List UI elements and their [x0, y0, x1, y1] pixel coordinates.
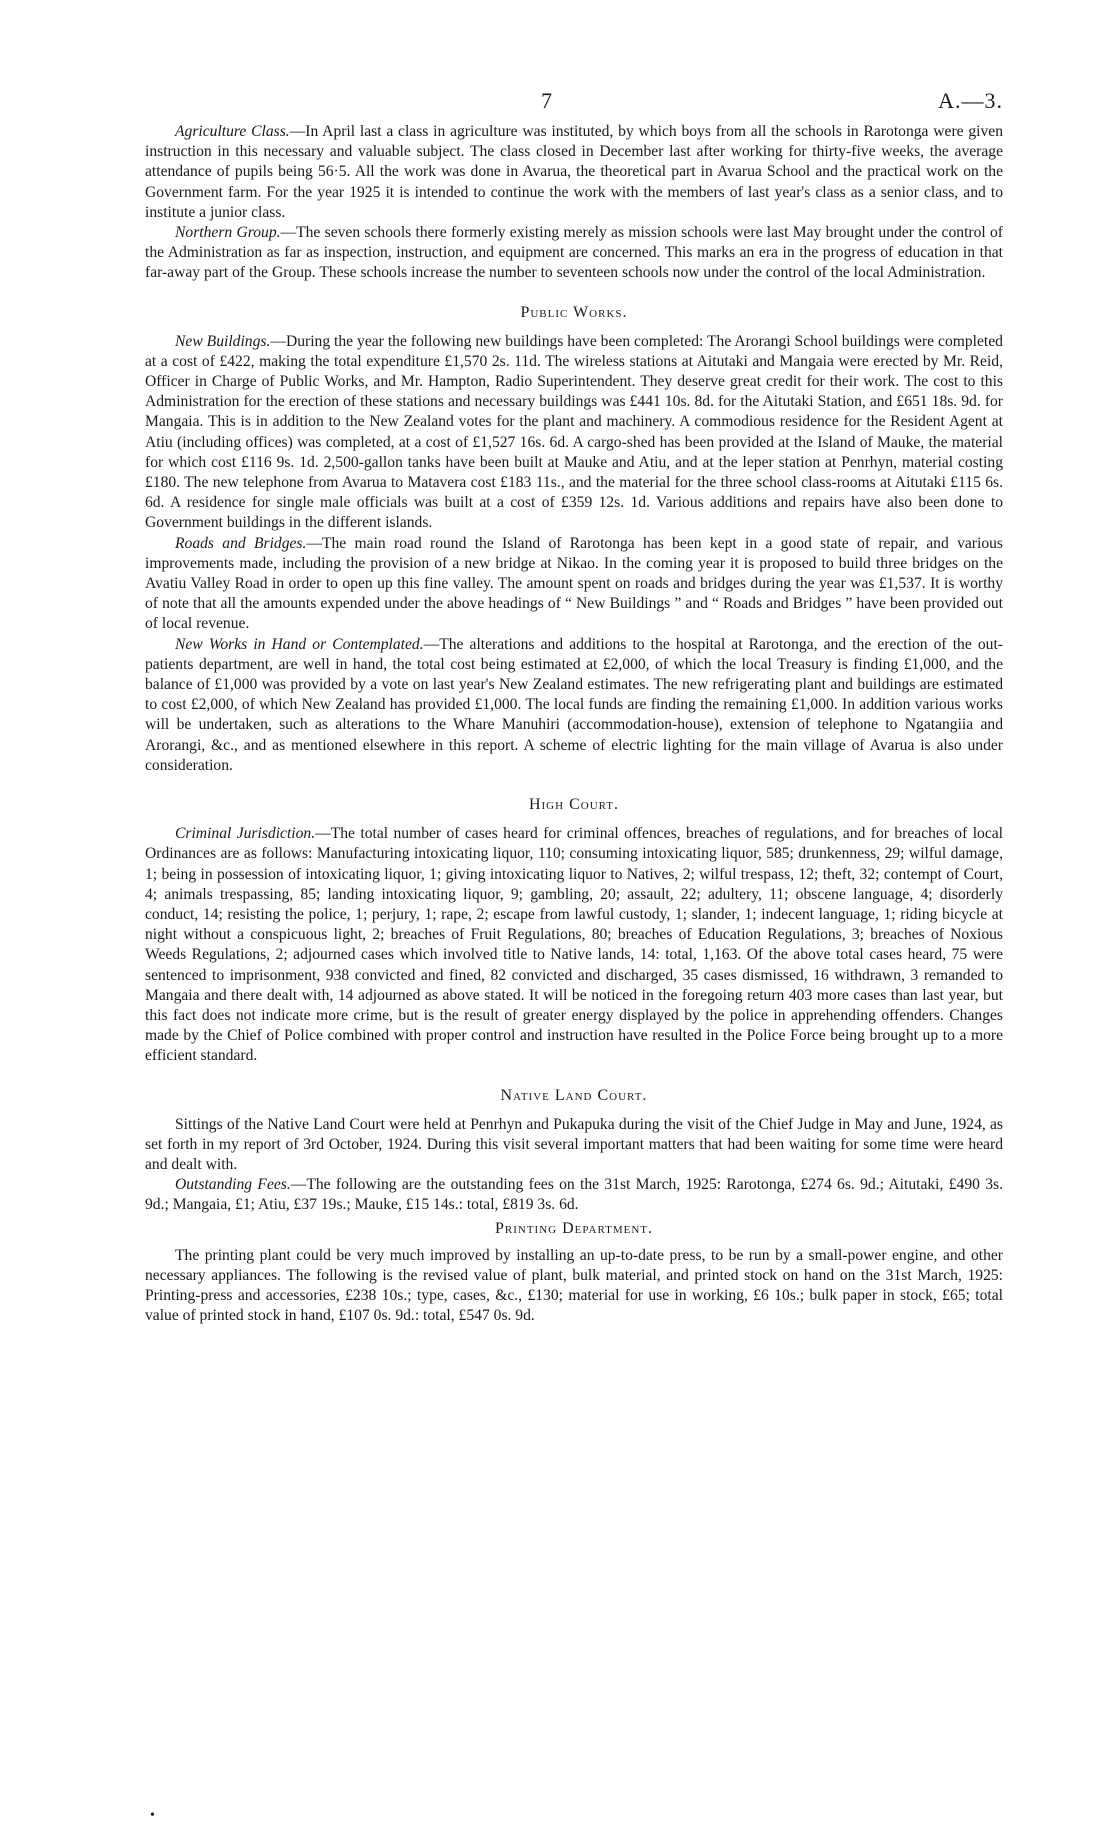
paragraph-northern-group: [145, 223, 1003, 284]
paragraph-text: —The seven schools there formerly existing merely as mission schools were last May brought under the control of the Administration as far as inspection, instruction, and equipment are concerned. This marks an era in the progress of education in that far-away part of the Group. These schools increase the number to seventeen schools now under the control of the local Administration.: [145, 224, 1003, 282]
document-page: [145, 88, 1003, 1326]
section-public-works: [145, 304, 1003, 776]
paragraph-new-buildings: [145, 332, 1003, 534]
paragraph-text: The printing plant could be very much improved by installing an up-to-date press, to be run by a small-power engine, and other necessary appliances. The following is the revised value of plant, bulk material, and printed stock on hand on the 31st March, 1925: Printing-press and accessories, £238 10s.; type, cases, &c., £130; material for use in working, £6 10s.; bulk paper in stock, £65; total value of printed stock in hand, £107 0s. 9d.: total, £547 0s. 9d.: [145, 1246, 1003, 1325]
paragraph-text: Sittings of the Native Land Court were held at Penrhyn and Pukapuka during the visit of the Chief Judge in May and June, 1924, as set forth in my report of 3rd October, 1924. During this visit several important matters that had been waiting for some time were heard and dealt with.: [145, 1115, 1003, 1173]
run-in-heading: Roads and Bridges.: [175, 534, 307, 552]
series-code: A.—3.: [938, 88, 1003, 113]
section-native-land-court: [145, 1087, 1003, 1216]
section-heading: Public Works.: [520, 303, 628, 321]
section-high-court: [145, 796, 1003, 1066]
paragraph-text: —In April last a class in agriculture was instituted, by which boys from all the schools in Rarotonga were given instruction in this necessary and valuable subject. The class closed in December last after working for thirty-five weeks, the average attendance of pupils being 56·5. All the work was done in Avarua, the theoretical part in Avarua School and the practical work on the Government farm. For the year 1925 it is intended to continue the work with the members of last year's class as a senior class, and to institute a junior class.: [145, 123, 1003, 221]
paragraph-text: —The alterations and additions to the hospital at Rarotonga, and the erection of the out-patients department, are well in hand, the total cost being estimated at £2,000, of which the local Treasury is finding £1,000, and the balance of £1,000 was provided by a vote on last year's New Zealand estimates. The new refrigerating plant and buildings are estimated to cost £2,000, of which New Zealand has provided £1,000. The local funds are finding the remaining £1,000. In addition various works will be undertaken, such as alterations to the Whare Manuhiri (accommodation-house), extension of telephone to Ngatangiia and Arorangi, &c., and as mentioned elsewhere in this report. A scheme of electric lighting for the main village of Avarua is also under consideration.: [145, 635, 1003, 774]
paragraph-criminal-jurisdiction: [145, 824, 1003, 1066]
paragraph-roads-and-bridges: [145, 534, 1003, 635]
paragraph-outstanding-fees: [145, 1175, 1003, 1215]
paragraph-new-works: [145, 635, 1003, 776]
run-in-heading: New Works in Hand or Contemplated.: [175, 635, 424, 653]
section-heading: Printing Department.: [495, 1219, 653, 1237]
run-in-heading: Outstanding Fees.: [175, 1176, 291, 1194]
paragraph-sittings: [145, 1115, 1003, 1176]
paragraph-text: —During the year the following new buildings have been completed: The Arorangi School buildings were completed at a cost of £422, making the total expenditure £1,570 2s. 11d. The wireless stations at Aitutaki and Mangaia were erected by Mr. Reid, Officer in Charge of Public Works, and Mr. Hampton, Radio Superintendent. They deserve great credit for their work. The cost to this Administration for the erection of these stations and necessary buildings was £441 10s. 8d. for the Aitutaki Station, and £651 18s. 9d. for Mangaia. This is in addition to the New Zealand votes for the plant and machinery. A commodious residence for the Resident Agent at Atiu (including offices) was completed, at a cost of £1,527 16s. 6d. A cargo-shed has been provided at the Island of Mauke, the material for which cost £116 9s. 1d. 2,500-gallon tanks have been built at Mauke and Atiu, and at the leper station at Penrhyn, material costing £180. The new telephone from Avarua to Matavera cost £183 11s., and the material for the three school class-rooms at Aitutaki £115 6s. 6d. A residence for single male officials was built at a cost of £359 12s. 1d. Various additions and repairs have also been done to Government buildings in the different islands.: [145, 332, 1003, 532]
run-in-heading: New Buildings.: [175, 332, 271, 350]
section-heading: High Court.: [528, 796, 620, 814]
paragraph-text: —The total number of cases heard for criminal offences, breaches of regulations, and for breaches of local Ordinances are as follows: Manufacturing intoxicating liquor, 110; consuming intoxicating liquor, 585; drunkenness, 29; wilful damage, 1; being in possession of intoxicating liquor, 1; giving intoxicating liquor to Natives, 2; wilful trespass, 12; theft, 32; contempt of Court, 4; animals trespassing, 85; landing intoxicating liquor, 9; gambling, 20; assault, 22; adultery, 11; obscene language, 4; disorderly conduct, 14; resisting the police, 1; perjury, 1; rape, 2; escape from lawful custody, 1; slander, 1; indecent language, 1; riding bicycle at night without a conspicuous light, 2; breaches of Fruit Regulations, 80; breaches of Education Regulations, 3; breaches of Noxious Weeds Regulations, 2; adjourned cases which involved title to Native lands, 14: total, 1,163. Of the above total cases heard, 75 were sentenced to imprisonment, 938 convicted and fined, 82 convicted and discharged, 35 cases dismissed, 16 withdrawn, 3 remanded to Mangaia and there dealt with, 14 adjourned as above stated. It will be noticed in the foregoing return 403 more cases than last year, but this fact does not indicate more crime, but is the result of greater energy displayed by the police in apprehending offenders. Changes made by the Chief of Police combined with proper control and instruction have resulted in the Police Force being brought up to a more efficient standard.: [145, 825, 1003, 1065]
run-in-heading: Northern Group.: [175, 224, 281, 242]
page-header: [145, 88, 1003, 122]
footer-mark: •: [150, 1808, 155, 1823]
paragraph-agriculture-class: [145, 122, 1003, 223]
run-in-heading: Criminal Jurisdiction.: [175, 825, 316, 843]
paragraph-printing-plant: [145, 1246, 1003, 1327]
page-number: 7: [541, 88, 552, 113]
run-in-heading: Agriculture Class.: [175, 123, 290, 140]
section-heading: Native Land Court.: [500, 1086, 648, 1104]
paragraph-text: —The following are the outstanding fees on the 31st March, 1925: Rarotonga, £274 6s. 9d.; Aitutaki, £490 3s. 9d.; Mangaia, £1; Atiu, £37 19s.; Mauke, £15 14s.: total, £819 3s. 6d.: [145, 1176, 1003, 1214]
paragraph-text: —The main road round the Island of Rarotonga has been kept in a good state of repair, and various improvements made, including the provision of a new bridge at Nikao. In the coming year it is proposed to build three bridges on the Avatiu Valley Road in order to open up this fine valley. The amount spent on roads and bridges during the year was £1,537. It is worthy of note that all the amounts expended under the above headings of “ New Buildings ” and “ Roads and Bridges ” have been provided out of local revenue.: [145, 534, 1003, 633]
section-printing-department: [145, 1220, 1003, 1327]
section-education: [145, 122, 1003, 284]
